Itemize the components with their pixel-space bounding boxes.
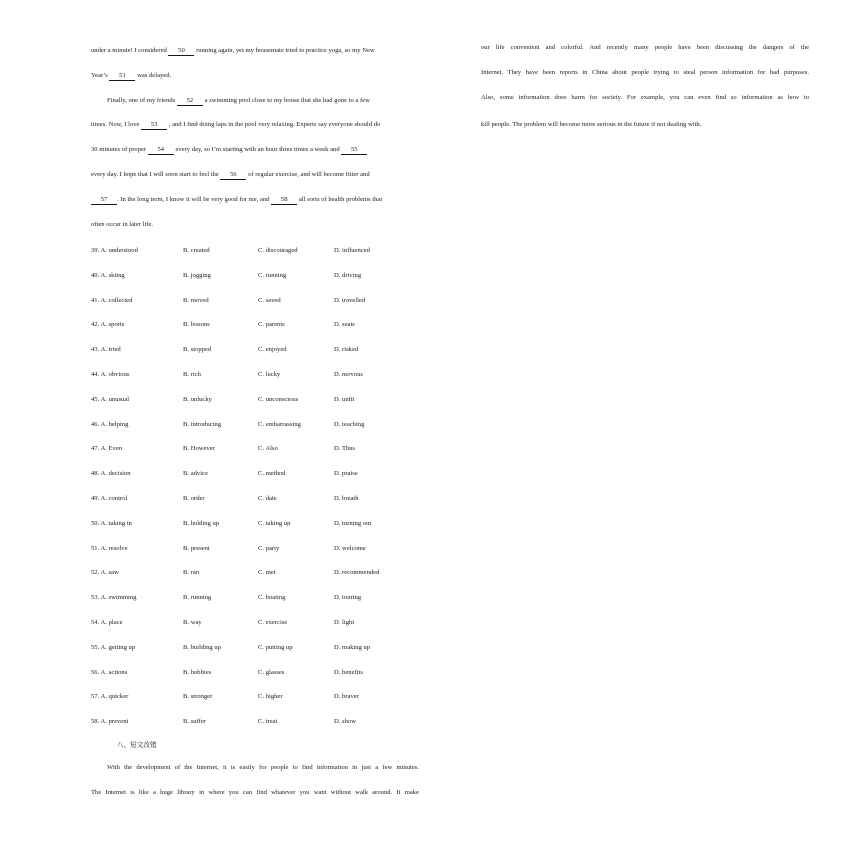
option-b: B. hobbies: [183, 668, 212, 676]
option-b: B. moved: [183, 296, 209, 304]
passage-text: Finally, one of my friends: [107, 96, 177, 104]
option-c: C. Also: [258, 445, 278, 453]
question-number-option-a: 55. A. getting up: [91, 643, 136, 651]
option-c: C. glasses: [258, 668, 285, 676]
option-b: B. present: [183, 544, 210, 552]
option-c: C. embarrassing: [258, 420, 301, 428]
essay-continuation: [481, 44, 809, 143]
option-d: D. welcome: [334, 544, 366, 552]
passage-text: was delayed.: [137, 71, 172, 79]
passage-line: [91, 168, 419, 193]
blank-54: 54: [148, 145, 174, 155]
option-d: D. seats: [334, 321, 355, 329]
passage-line: [91, 118, 419, 143]
option-b: B. holding up: [183, 519, 220, 527]
essay-line: With the development of the Internet, it is easily for people to find information in just a few minutes.: [107, 764, 419, 771]
passage-line: [91, 94, 419, 119]
option-b: B. stronger: [183, 693, 213, 701]
option-d: D. turning out: [334, 519, 372, 527]
option-b: B. order: [183, 495, 205, 502]
option-b: B. created: [183, 247, 210, 254]
question-number-option-a: 42. A. sports: [91, 321, 125, 329]
blank-58: 58: [271, 195, 297, 205]
section-title: 八、短文改错: [117, 742, 157, 749]
option-d: D. influenced: [334, 247, 370, 254]
question-number-option-a: 58. A. prevent: [91, 718, 129, 726]
option-c: C. parents: [258, 321, 285, 329]
passage-text: running again, yet my housemate tried to practice yoga, so my New: [196, 47, 375, 54]
passage-text: , and I find doing laps in the pool very relaxing. Experts say everyone should do: [168, 121, 381, 129]
question-number-option-a: 44. A. obvious: [91, 371, 130, 378]
passage-text: Year’s: [91, 71, 110, 79]
passage-text: of regular exercise, and will become fitter and: [248, 170, 370, 178]
question-number-option-a: 48. A. decision: [91, 470, 131, 478]
passage-text: 30 minutes of proper: [91, 146, 148, 154]
option-d: D. benefits: [334, 668, 363, 676]
essay-line: our life convenient and colorful. And recently many people have been discussing the dangers of the: [481, 44, 809, 51]
question-number-option-a: 57. A. quicker: [91, 693, 129, 701]
question-number-option-a: 56. A. actions: [91, 668, 128, 676]
essay-line: kill people. The problem will become more serious in the future if not dealing with.: [481, 121, 702, 129]
passage-line: [91, 143, 419, 168]
passage-line: [91, 69, 419, 94]
essay-line: Also, some information does harm for society. For example, you can even find so information as how to: [481, 93, 809, 101]
blank-53: 53: [141, 120, 167, 130]
question-number-option-a: 40. A. skiing: [91, 271, 125, 279]
passage-text: times. Now, I love: [91, 121, 142, 129]
option-c: C. enjoyed: [258, 346, 287, 354]
blank-56: 56: [220, 170, 246, 180]
option-c: C. running: [258, 271, 287, 279]
option-c: C. higher: [258, 693, 283, 701]
option-c: C. method: [258, 470, 286, 478]
question-number-option-a: 49. A. control: [91, 495, 128, 502]
option-d: D. teaching: [334, 420, 365, 428]
option-c: C. discouraged: [258, 247, 298, 254]
question-number-option-a: 41. A. collected: [91, 296, 133, 304]
option-d: D. breath: [334, 495, 359, 502]
correction-essay: [91, 764, 419, 814]
option-c: C. putting up: [258, 643, 293, 651]
option-d: D. travelled: [334, 296, 366, 304]
option-d: D. risked: [334, 346, 359, 354]
option-b: B. However: [183, 445, 215, 453]
option-b: B. rich: [183, 371, 201, 378]
option-c: C. unconscious: [258, 395, 299, 403]
passage-line: [91, 44, 419, 69]
passage-line: [91, 193, 419, 218]
option-c: C. taking up: [258, 519, 291, 527]
passage-line: often occur in later life.: [91, 220, 154, 228]
option-c: C. date: [258, 495, 277, 502]
passage-text: every day. I hope that I will soon start to feel the: [91, 170, 221, 178]
option-c: C. lucky: [258, 371, 281, 378]
option-d: D. recommended: [334, 569, 380, 577]
option-b: B. suffer: [183, 718, 206, 726]
question-number-option-a: 53. A. swimming: [91, 594, 137, 602]
option-b: B. way: [183, 619, 202, 626]
question-number-option-a: 46. A. helping: [91, 420, 129, 428]
passage-text: under a minute! I considered: [91, 47, 169, 54]
question-number-option-a: 51. A. resolve: [91, 544, 128, 552]
option-d: D. praise: [334, 470, 358, 478]
passage-text: every day, so I’m starting with an hour three times a week and: [175, 146, 342, 154]
blank-51: 51: [109, 71, 135, 81]
option-b: B. jogging: [183, 271, 211, 279]
option-c: C. party: [258, 544, 280, 552]
cloze-passage: [91, 44, 419, 242]
option-d: D. light: [334, 619, 355, 626]
option-b: B. unlucky: [183, 395, 212, 403]
question-number-option-a: 52. A. saw: [91, 569, 119, 577]
option-c: C. saved: [258, 296, 281, 304]
option-b: B. introducing: [183, 420, 222, 428]
option-d: D. making up: [334, 643, 371, 651]
option-d: D. nervous: [334, 371, 363, 378]
question-number-option-a: 43. A. tried: [91, 346, 121, 354]
question-number-option-a: 50. A. taking in: [91, 519, 132, 527]
blank-55: 55: [341, 145, 367, 155]
option-b: B. stopped: [183, 346, 212, 354]
passage-text: all sorts of health problems that: [298, 195, 383, 203]
passage-text: . In the long term, I know it will be very good for me, and: [117, 195, 272, 203]
option-d: D. touring: [334, 594, 362, 602]
question-number-option-a: 45. A. unusual: [91, 395, 130, 403]
blank-57: 57: [91, 195, 117, 205]
option-c: C. boating: [258, 594, 286, 602]
option-b: B. ran: [183, 569, 200, 577]
option-b: B. lessons: [183, 321, 210, 329]
option-d: D. unfit: [334, 395, 355, 403]
option-c: C. exercise: [258, 619, 288, 626]
blank-50: 50: [168, 46, 194, 56]
option-d: D. braver: [334, 693, 359, 701]
essay-line: The Internet is like a huge library in where you can find whatever you want without walk around. It make: [91, 788, 419, 796]
option-b: B. running: [183, 594, 212, 602]
question-number-option-a: 39. A. understood: [91, 247, 138, 254]
option-d: D. show: [334, 718, 356, 726]
question-number-option-a: 47. A. Even: [91, 445, 123, 453]
question-number-option-a: 54. A. place: [91, 619, 123, 626]
essay-line: Internet. They have been reports in China about people trying to steal person information for bad purposes.: [481, 68, 809, 76]
option-d: D. driving: [334, 271, 362, 279]
option-c: C. treat: [258, 718, 278, 726]
passage-text: a swimming pool close to my house that she had gone to a few: [204, 96, 370, 104]
blank-52: 52: [177, 96, 203, 106]
option-c: C. met: [258, 569, 276, 577]
option-b: B. advice: [183, 470, 208, 478]
option-d: D. Thus: [334, 445, 356, 453]
option-b: B. building up: [183, 643, 221, 651]
